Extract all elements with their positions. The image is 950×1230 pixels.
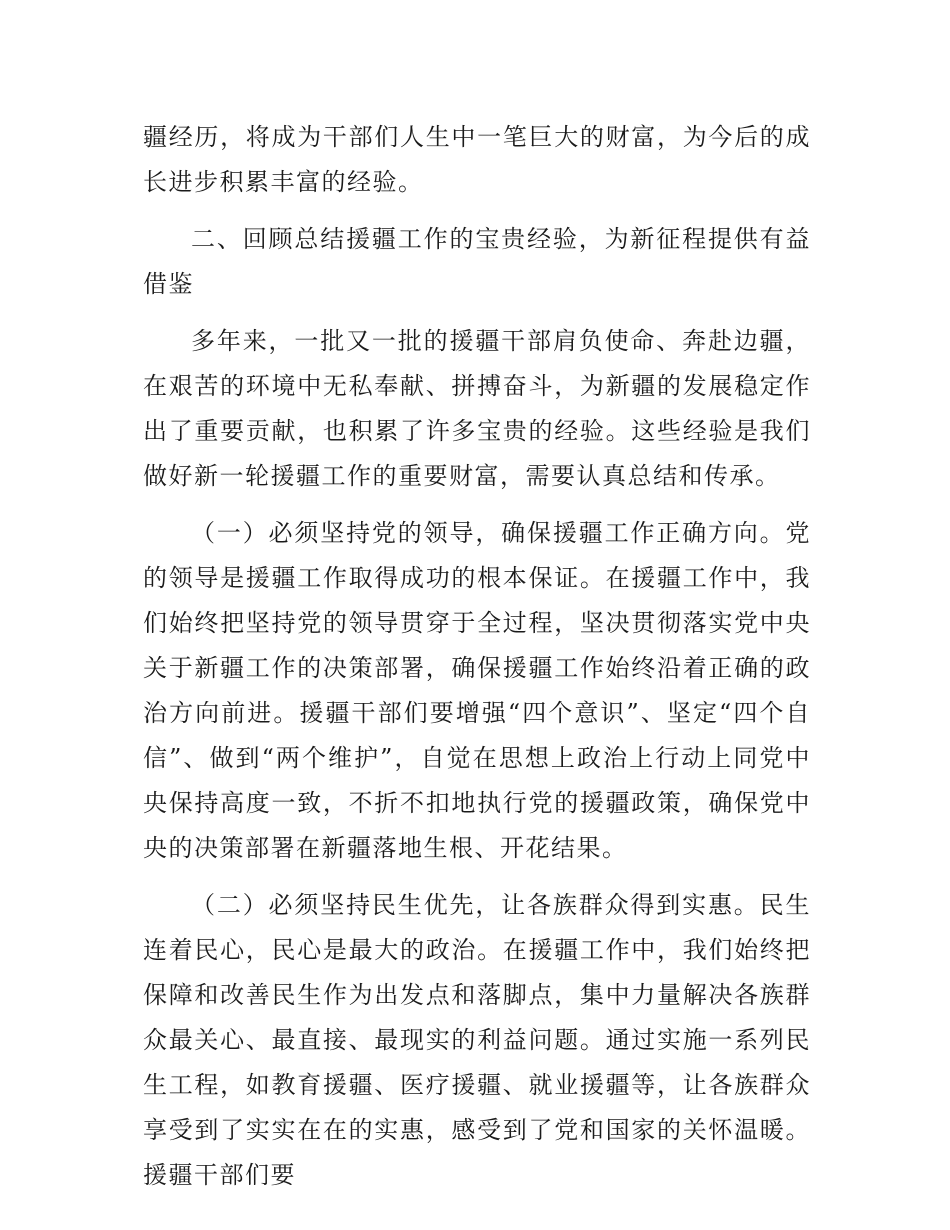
paragraph-continuation: 疆经历，将成为干部们人生中一笔巨大的财富，为今后的成长进步积累丰富的经验。 [143,123,811,196]
paragraph-point-one: （一）必须坚持党的领导，确保援疆工作正确方向。党的领导是援疆工作取得成功的根本保证。在援疆工作中，我们始终把坚持党的领导贯穿于全过程，坚决贯彻落实党中央关于新疆工作的决策部署，确保援疆工作始终沿着正确的政治方向前进。援疆干部们要增强“四个意识”、坚定“四个自信”、做到“两个维护”，自觉在思想上政治上行动上同党中央保持高度一致，不折不扣地执行党的援疆政策，确保党中央的决策部署在新疆落地生根、开花结果。 [143,519,811,862]
paragraph-intro: 多年来，一批又一批的援疆干部肩负使命、奔赴边疆，在艰苦的环境中无私奉献、拼搏奋斗，为新疆的发展稳定作出了重要贡献，也积累了许多宝贵的经验。这些经验是我们做好新一轮援疆工作的重要财富，需要认真总结和传承。 [143,327,811,490]
body-text [143,115,811,1210]
section-heading: 二、回顾总结援疆工作的宝贵经验，为新征程提供有益借鉴 [143,225,811,298]
paragraph-point-two: （二）必须坚持民生优先，让各族群众得到实惠。民生连着民心，民心是最大的政治。在援疆工作中，我们始终把保障和改善民生作为出发点和落脚点，集中力量解决各族群众最关心、最直接、最现实的利益问题。通过实施一系列民生工程，如教育援疆、医疗援疆、就业援疆等，让各族群众享受到了实实在在的实惠，感受到了党和国家的关怀温暖。援疆干部们要 [143,891,811,1189]
